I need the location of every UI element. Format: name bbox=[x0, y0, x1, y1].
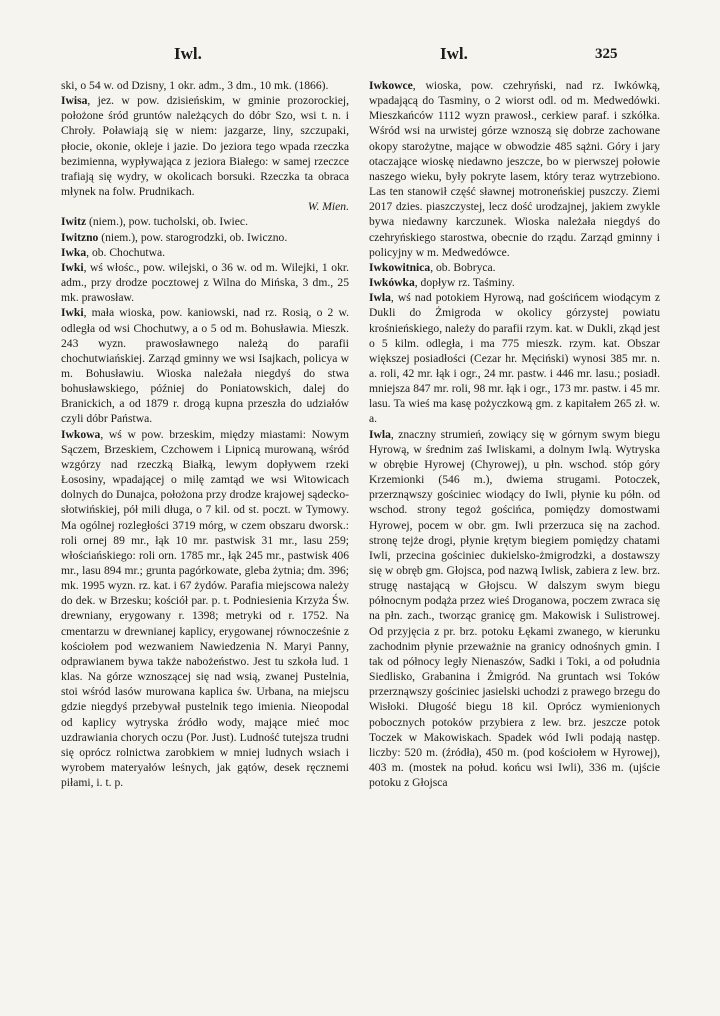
page-number: 325 bbox=[595, 46, 618, 62]
entry-text: , wioska, pow. czehryński, nad rz. Iwkówką, wpadającą do Tasminy, o 2 wiorst odl. od m. Medwedówki. Mieszkańców 1112 wyzn prawosł., cerkiew paraf. i szkółka. Wśród wsi na urwistej górze wznoszą się dobrze zachowane okopy starożytne, mające w obwodzie 485 sążni. Góry i jary otaczające wioskę niedawno jeszcze, bo w pierwszej połowie naszego wieku, były pokryte lasem, który teraz wytrzebiono. Las ten stanowił część sławnej motroneńskiej puszczy. Ziemi 2017 dzies. piaszczystej, lecz dość urodzajnej, jakiem zwykle bywa niedawny karczunek. Wioska należała niegdyś do czehryńskiego starostwa, obecnie do rządu. Zarząd gminny i policyjny w m. Medwedówce. bbox=[369, 79, 660, 259]
entry-paragraph bbox=[61, 93, 349, 214]
entry-text: , wś nad potokiem Hyrową, nad gościńcem wiodącym z Dukli do Żmigroda w okolicy górzystej powiatu krośnieńskiego, należy do parafii rzym. kat. w Dukli, zkąd jest o 5 kilm. odległa, i ma 775 mieszk. rzym. kat. Obszar większej posiadłości (Cezar hr. Męciński) wynosi 385 mr. n. a. roli, 42 mr. łąk i ogr., 24 mr. pastw. i 446 mr. lasu.; posiadł. mniejsza 847 mr. roli, 98 mr. łąk i ogr., 173 mr. pastw. i 45 mr. lasu. Ta wieś ma kasę pożyczkową gm. z kapitałem 265 zł. w. a. bbox=[369, 291, 660, 426]
author-signature: W. Mien. bbox=[307, 200, 349, 214]
left-running-title: Iwl. bbox=[174, 44, 202, 63]
entry-paragraph bbox=[369, 260, 660, 275]
right-running-title: Iwl. bbox=[440, 44, 468, 63]
entry-headword: Iwkowa bbox=[61, 427, 101, 441]
entry-headword: Iwla bbox=[369, 291, 391, 305]
entry-paragraph bbox=[61, 230, 349, 245]
entry-headword: Iwki bbox=[61, 306, 84, 320]
entry-text: (niem.), pow. starogrodzki, ob. Iwiczno. bbox=[98, 230, 288, 244]
entry-headword: Iwka bbox=[61, 245, 87, 259]
entry-text: , wś włośc., pow. wilejski, o 36 w. od m. Wilejki, 1 okr. adm., przy drodze pocztowej z Wilna do Mińska, 3 dm., 25 mk. prawosław. bbox=[61, 260, 349, 305]
entry-text: ski, o 54 w. od Dzisny, 1 okr. adm., 3 dm., 10 mk. (1866). bbox=[61, 79, 329, 92]
entry-paragraph bbox=[369, 290, 660, 426]
entry-paragraph bbox=[369, 427, 660, 791]
entry-headword: Iwitzno bbox=[61, 230, 99, 244]
entry-headword: Iwkowitnica bbox=[369, 260, 431, 274]
entry-text: , znaczny strumień, zowiący się w górnym swym biegu Hyrową, w średnim zaś Iwliskami, a dolnym Iwlą. Wytryska w obrębie Hyrowej (Chyrowej), u płn. wschod. stóp góry Krzemionki (546 m.), dwiema strugami. Potoczek, przerznąwszy gościniec wiodący do Iwli, płynie ku półn. od wschod. strony tegoż gościńca, pomiędzy domostwami Hyrowej, pocem w obr. gm. Iwli przerzuca się na zachod. stronę tejże drogi, płynie krętym biegiem pomiędzy chatami Iwli, przecina gościniec dukielsko-żmigrodzki, a dostawszy się w obręb gm. Głojsca, pod nazwą Iwlisk, zabiera z lew. brz. strugę nastającą w Głojscu. W dalszym swym biegu północnym podąża przez wieś Droganowa, poczem zwraca się na płn. zach., tworząc granicę gm. Makowisk i Sulistrowej. Od przyjęcia z pr. brz. potoku Łękami zwanego, w kierunku zachodnim płynie przeważnie na granicy odnośnych gmin. I tak od północy legły Nienaszów, Sadki i Toki, a od południa Siedlisko, Grabanina i Żmigród. Na gruntach wsi Toków przerznąwszy gościniec jasielski uchodzi z prawego brzegu do Wisłoki. Długość biegu 18 kil. Oprócz wymienionych pobocznych potoków przybiera z lew. brz. jeszcze potok Toczek w Makowiskach. Spadek wód Iwli podają następ. liczby: 520 m. (źródła), 450 m. (pod kościołem w Hyrowej), 403 m. (mostek na połud. końcu wsi Iwli), 336 m. (ujście potoku z Głojsca bbox=[369, 427, 660, 790]
entry-headword: Iwkówka bbox=[369, 276, 415, 290]
entry-headword: Iwisa bbox=[61, 94, 88, 108]
entry-paragraph bbox=[61, 305, 349, 426]
entry-paragraph bbox=[369, 78, 660, 260]
entry-paragraph bbox=[61, 78, 349, 93]
entry-headword: Iwitz bbox=[61, 215, 87, 229]
entry-headword: Iwkowce bbox=[369, 79, 413, 92]
page-header bbox=[0, 44, 720, 68]
entry-text: , ob. Bobryca. bbox=[430, 260, 496, 274]
right-text-column bbox=[369, 78, 660, 790]
entry-paragraph bbox=[61, 427, 349, 791]
entry-text: , mała wioska, pow. kaniowski, nad rz. Rosią, o 2 w. odległa od wsi Chochutwy, a o 5 od m. Bohusławia. Mieszk. 243 wyzn. prawosławnego należą do parafii chochutwiańskiej. Zarząd gminny we wsi Isajkach, policya w m. Bohusławiu. Wioska należała niegdyś do stwa bohusławskiego, później do Poniatowskich, dalej do Branickich, a od 1879 r. drogą kupna przeszła do udziałów czyli dóbr Państwa. bbox=[61, 306, 349, 426]
left-text-column bbox=[61, 78, 349, 790]
entry-text: (niem.), pow. tucholski, ob. Iwiec. bbox=[86, 215, 248, 229]
entry-headword: Iwla bbox=[369, 427, 391, 441]
entry-paragraph bbox=[61, 260, 349, 305]
entry-text: , dopływ rz. Taśminy. bbox=[414, 276, 515, 290]
entry-paragraph bbox=[61, 214, 349, 229]
entry-text: , wś w pow. brzeskim, między miastami: Nowym Sączem, Brzeskiem, Czchowem i Lipnicą murowaną, wśród wzgórzy nad rzeczką Białką, lewym dopływem rzeki Łososiny, wpadającej o milę zamtąd we wsi Witowicach dolnych do Dunajca, położona przy drodze krajowej sądecko-słotwińskiej, pół mili długa, o 7 kil. od st. poczt. w Tymowy. Ma ogólnej rozległości 3719 mórg, w czem obszaru dworsk.: roli ornej 89 mr., łąk 10 mr. pastwisk 31 mr., lasu 259; włościańskiego: roli orn. 1785 mr., łąk 245 mr., pastwisk 406 mr., lasu 894 mr.; grunta pagórkowate, gleba żytnia; dm. 396; mk. 1995 wyzn. rz. kat. i 67 żydów. Parafia miejscowa należy do dek. w Brzesku; kościół par. p. t. Podniesienia Krzyża Św. drewniany, erygowany r. 1398; metryki od r. 1752. Na cmentarzu w drewnianej kaplicy, erygowanej równocześnie z kościołem pod wezwaniem Nawiedzenia N. Maryi Panny, odprawianem bywa także nabożeństwo. Jest tu szkoła lud. 1 klas. Na górze wznoszącej się nad wsią, zwanej Pustelnia, stoi wśród lasów murowana kaplica św. Urbana, na miejscu gdzie niegdyś przebywał pustelnik tego imienia. Nieopodal od kaplicy wytryska źródło wody, mające mieć moc uzdrawiania chorych oczu (Por. Just). Ludność tutejsza trudni się oprócz rolnictwa zarobkiem w mniej ludnych wsiach i wyrobem materyałów leśnych, jak gątów, desek ręcznemi piłami, i. t. p. bbox=[61, 427, 349, 790]
entry-paragraph bbox=[369, 275, 660, 290]
entry-text: , jez. w pow. dzisieńskim, w gminie prozorockiej, położone śród gruntów należących do dóbr Szo, wsi t. n. i Chroły. Poławiają się w niem: jazgarze, liny, szczupaki, płocie, okonie, okleje i jazie. Do jeziora tego wpada rzeczka bezimienna, wypływająca z jeziora Białego: w samej rzeczce trafiają się wydry, w okolicach borsuki. Rzeczka ta obraca młynek na folw. Prudnikach. bbox=[61, 94, 349, 199]
entry-text: , ob. Chochutwa. bbox=[86, 245, 166, 259]
entry-headword: Iwki bbox=[61, 260, 84, 274]
entry-paragraph bbox=[61, 245, 349, 260]
